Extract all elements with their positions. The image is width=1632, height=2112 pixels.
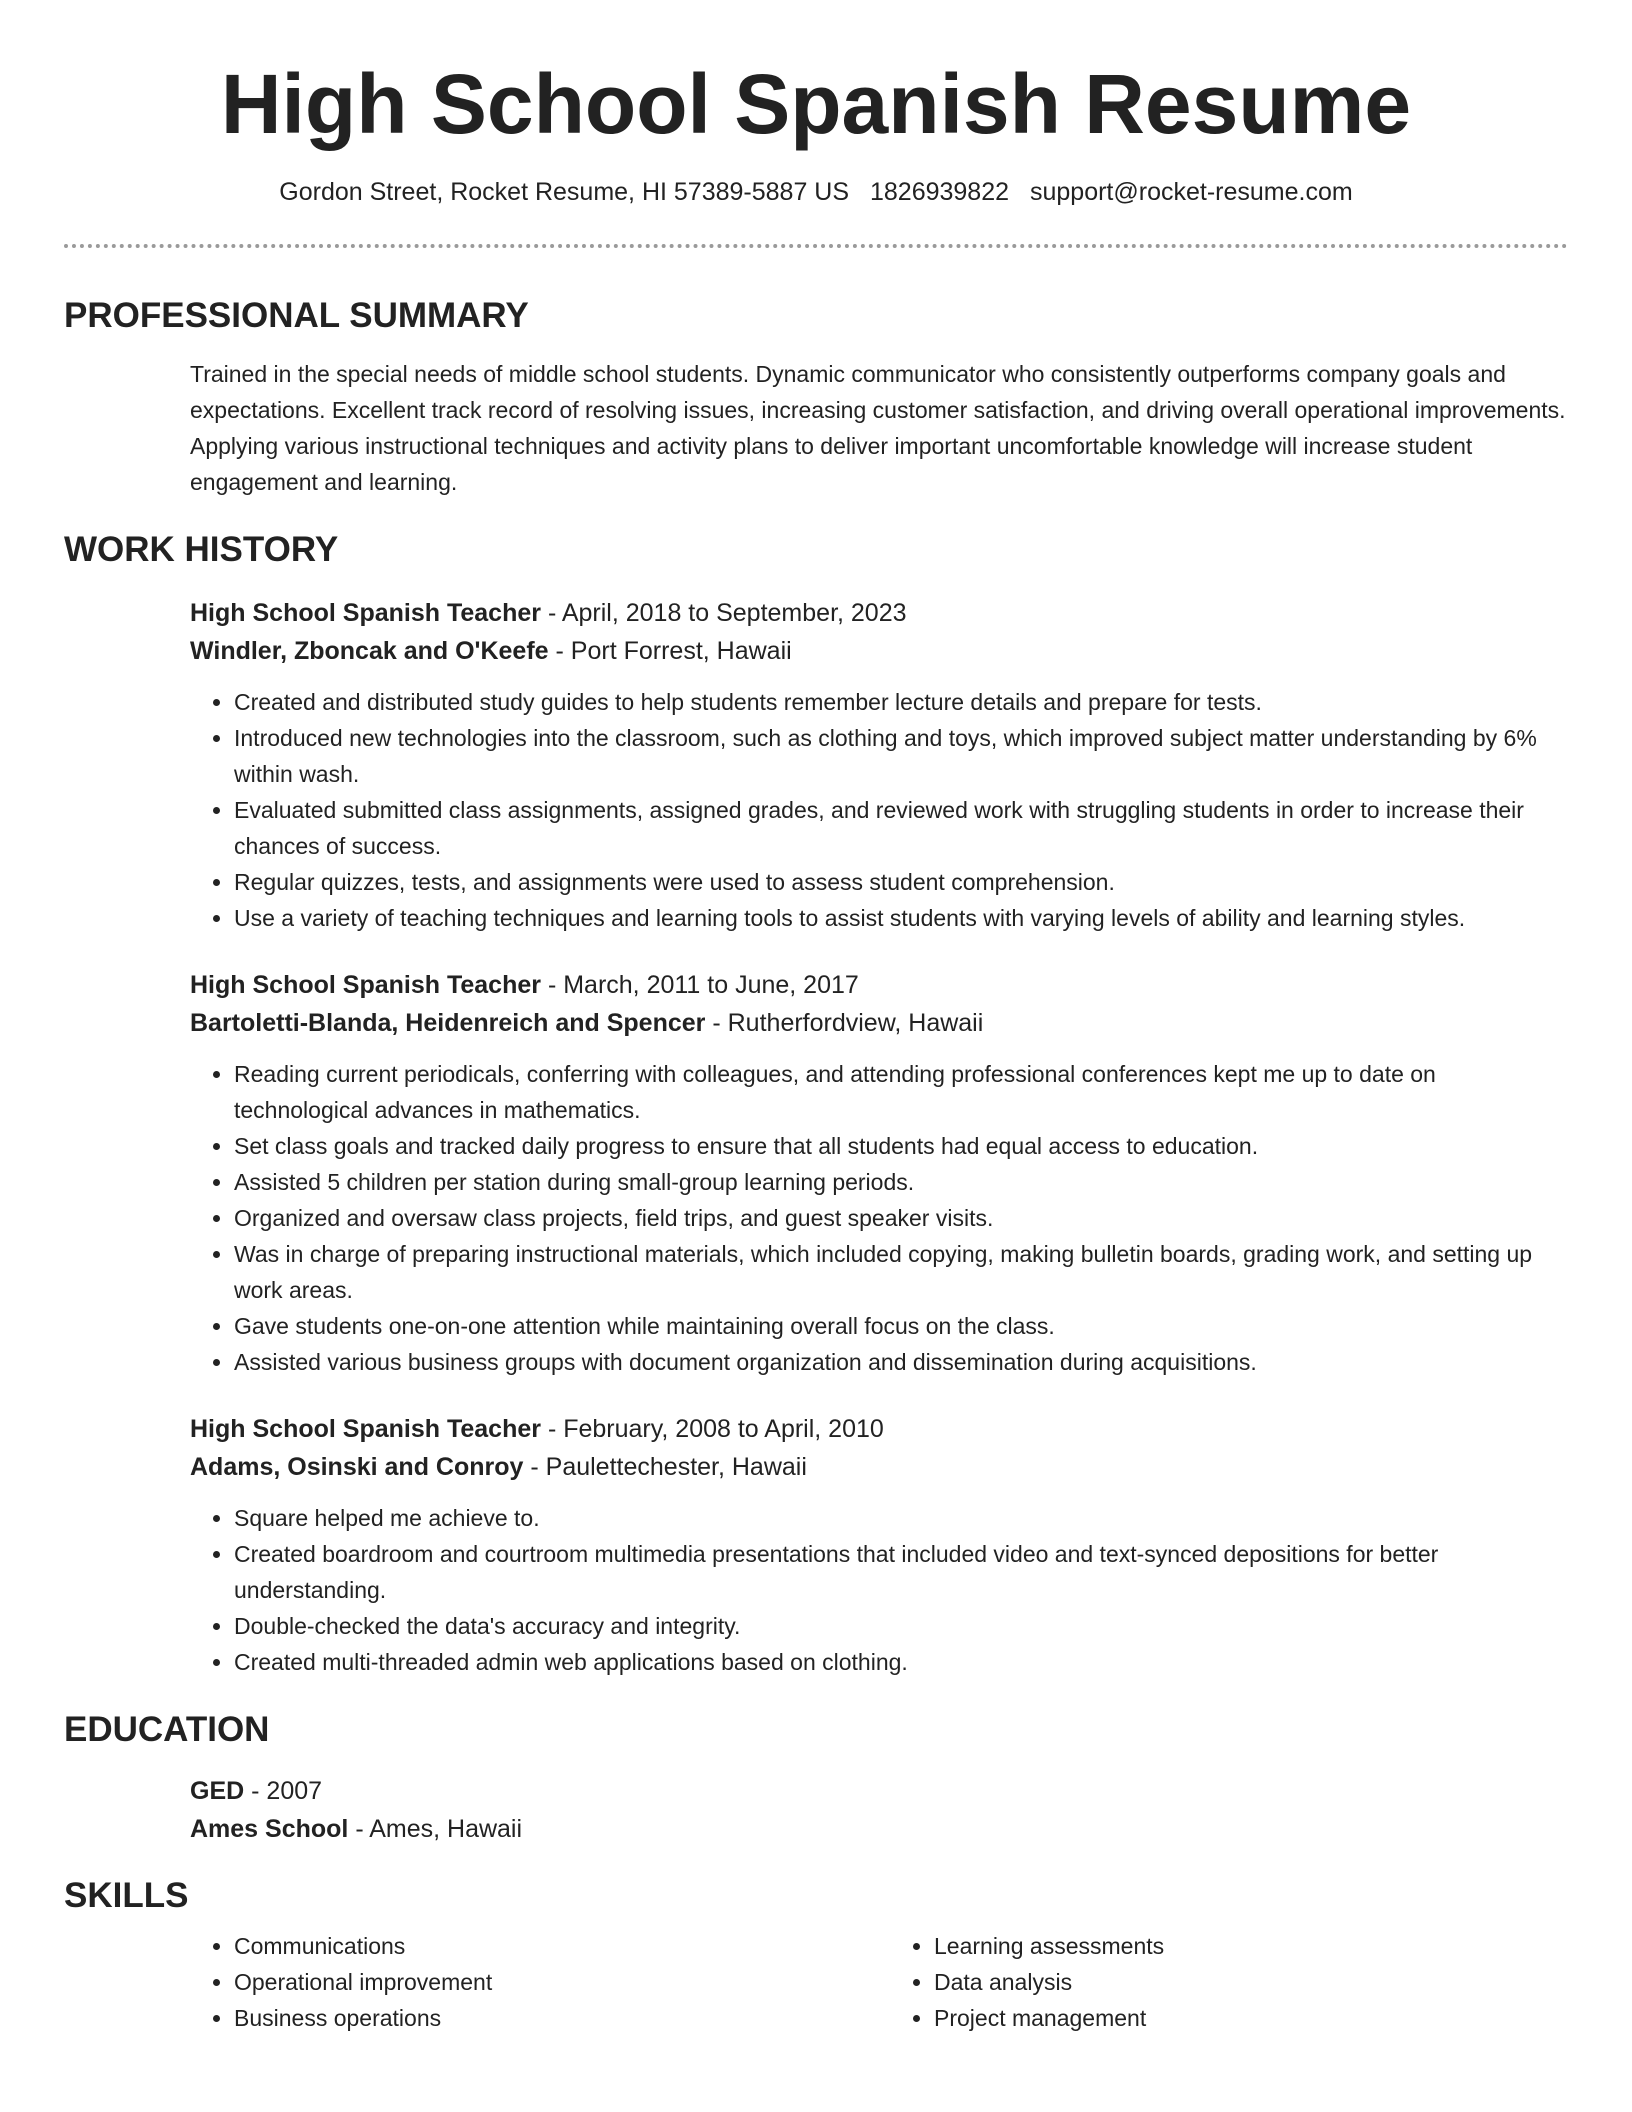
job-dates: - February, 2008 to April, 2010 <box>547 1415 884 1443</box>
job-company: Adams, Osinski and Conroy <box>190 1453 524 1481</box>
job-location: - Port Forrest, Hawaii <box>555 637 792 665</box>
list-item: • Learning assessments <box>934 1928 1590 1964</box>
list-item: • Regular quizzes, tests, and assignments were used to assess student comprehension. <box>234 864 1568 900</box>
education-school-line <box>190 1810 1568 1848</box>
education-school: Ames School <box>190 1815 349 1843</box>
contact-phone: 1826939822 <box>869 178 1010 206</box>
job-dates: - April, 2018 to September, 2023 <box>547 599 907 627</box>
job-company: Windler, Zboncak and O'Keefe <box>190 637 549 665</box>
list-item: • Introduced new technologies into the classroom, such as clothing and toys, which improved subject matter understanding by 6% within wash. <box>234 720 1568 792</box>
list-item: • Set class goals and tracked daily progress to ensure that all students had equal access to education. <box>234 1128 1568 1164</box>
list-item: • Project management <box>934 2000 1590 2036</box>
skills-heading: SKILLS <box>64 1876 189 1915</box>
job-company: Bartoletti-Blanda, Heidenreich and Spencer <box>190 1009 706 1037</box>
summary-heading: PROFESSIONAL SUMMARY <box>64 296 529 335</box>
work-body <box>190 594 1568 1680</box>
job-title-line <box>190 1410 1568 1448</box>
job-dates: - March, 2011 to June, 2017 <box>547 971 859 999</box>
list-item: • Assisted 5 children per station during small-group learning periods. <box>234 1164 1568 1200</box>
list-item: • Communications <box>234 1928 890 1964</box>
education-heading: EDUCATION <box>64 1710 270 1749</box>
job-company-line <box>190 1448 1568 1486</box>
job-location: - Rutherfordview, Hawaii <box>712 1009 984 1037</box>
education-section <box>64 1708 1568 1848</box>
education-year: - 2007 <box>251 1777 323 1805</box>
job-title: High School Spanish Teacher <box>190 1415 541 1443</box>
contact-info <box>64 176 1568 208</box>
education-degree: GED <box>190 1777 245 1805</box>
job-entry <box>190 1410 1568 1680</box>
education-body <box>190 1772 1568 1848</box>
skills-section <box>64 1874 1568 2036</box>
job-location: - Paulettechester, Hawaii <box>530 1453 807 1481</box>
resume-title: High School Spanish Resume <box>220 57 1412 151</box>
education-degree-line <box>190 1772 1568 1810</box>
summary-text: Trained in the special needs of middle school students. Dynamic communicator who consistently outperforms company goals and expectations. Excellent track record of resolving issues, increasing customer satisfaction, and driving overall operational improvements. Applying various instructional techniques and activity plans to deliver important uncomfortable knowledge will increase student engagement and learning. <box>190 361 1566 495</box>
list-item: • Use a variety of teaching techniques and learning tools to assist students with varying levels of ability and learning styles. <box>234 900 1568 936</box>
list-item: • Gave students one-on-one attention while maintaining overall focus on the class. <box>234 1308 1568 1344</box>
skills-grid <box>190 1928 1590 2036</box>
education-location: - Ames, Hawaii <box>355 1815 523 1843</box>
job-bullets <box>190 684 1568 936</box>
skills-body <box>190 1928 1568 2036</box>
contact-address: Gordon Street, Rocket Resume, HI 57389-5887 US <box>279 178 850 206</box>
skills-list-right <box>890 1928 1590 2036</box>
list-item: • Square helped me achieve to. <box>234 1500 1568 1536</box>
summary-section <box>64 294 1568 500</box>
list-item: • Data analysis <box>934 1964 1590 2000</box>
resume-page <box>64 0 1568 2036</box>
summary-body <box>190 356 1568 500</box>
job-title: High School Spanish Teacher <box>190 971 541 999</box>
list-item: • Created and distributed study guides to help students remember lecture details and prepare for tests. <box>234 684 1568 720</box>
list-item: • Was in charge of preparing instructional materials, which included copying, making bulletin boards, grading work, and setting up work areas. <box>234 1236 1568 1308</box>
list-item: • Evaluated submitted class assignments, assigned grades, and reviewed work with struggling students in order to increase their chances of success. <box>234 792 1568 864</box>
job-entry <box>190 966 1568 1380</box>
job-company-line <box>190 1004 1568 1042</box>
header-divider <box>64 244 1568 248</box>
work-heading: WORK HISTORY <box>64 530 339 569</box>
job-company-line <box>190 632 1568 670</box>
job-title: High School Spanish Teacher <box>190 599 541 627</box>
list-item: • Reading current periodicals, conferring with colleagues, and attending professional conferences kept me up to date on technological advances in mathematics. <box>234 1056 1568 1128</box>
work-section <box>64 528 1568 1680</box>
list-item: • Double-checked the data's accuracy and integrity. <box>234 1608 1568 1644</box>
contact-email: support@rocket-resume.com <box>1029 178 1353 206</box>
list-item: • Operational improvement <box>234 1964 890 2000</box>
list-item: • Business operations <box>234 2000 890 2036</box>
job-bullets <box>190 1500 1568 1680</box>
list-item: • Created boardroom and courtroom multimedia presentations that included video and text-synced depositions for better understanding. <box>234 1536 1568 1608</box>
list-item: • Created multi-threaded admin web applications based on clothing. <box>234 1644 1568 1680</box>
list-item: • Organized and oversaw class projects, field trips, and guest speaker visits. <box>234 1200 1568 1236</box>
job-title-line <box>190 966 1568 1004</box>
job-bullets <box>190 1056 1568 1380</box>
skills-list-left <box>190 1928 890 2036</box>
job-title-line <box>190 594 1568 632</box>
job-entry <box>190 594 1568 936</box>
list-item: • Assisted various business groups with document organization and dissemination during acquisitions. <box>234 1344 1568 1380</box>
